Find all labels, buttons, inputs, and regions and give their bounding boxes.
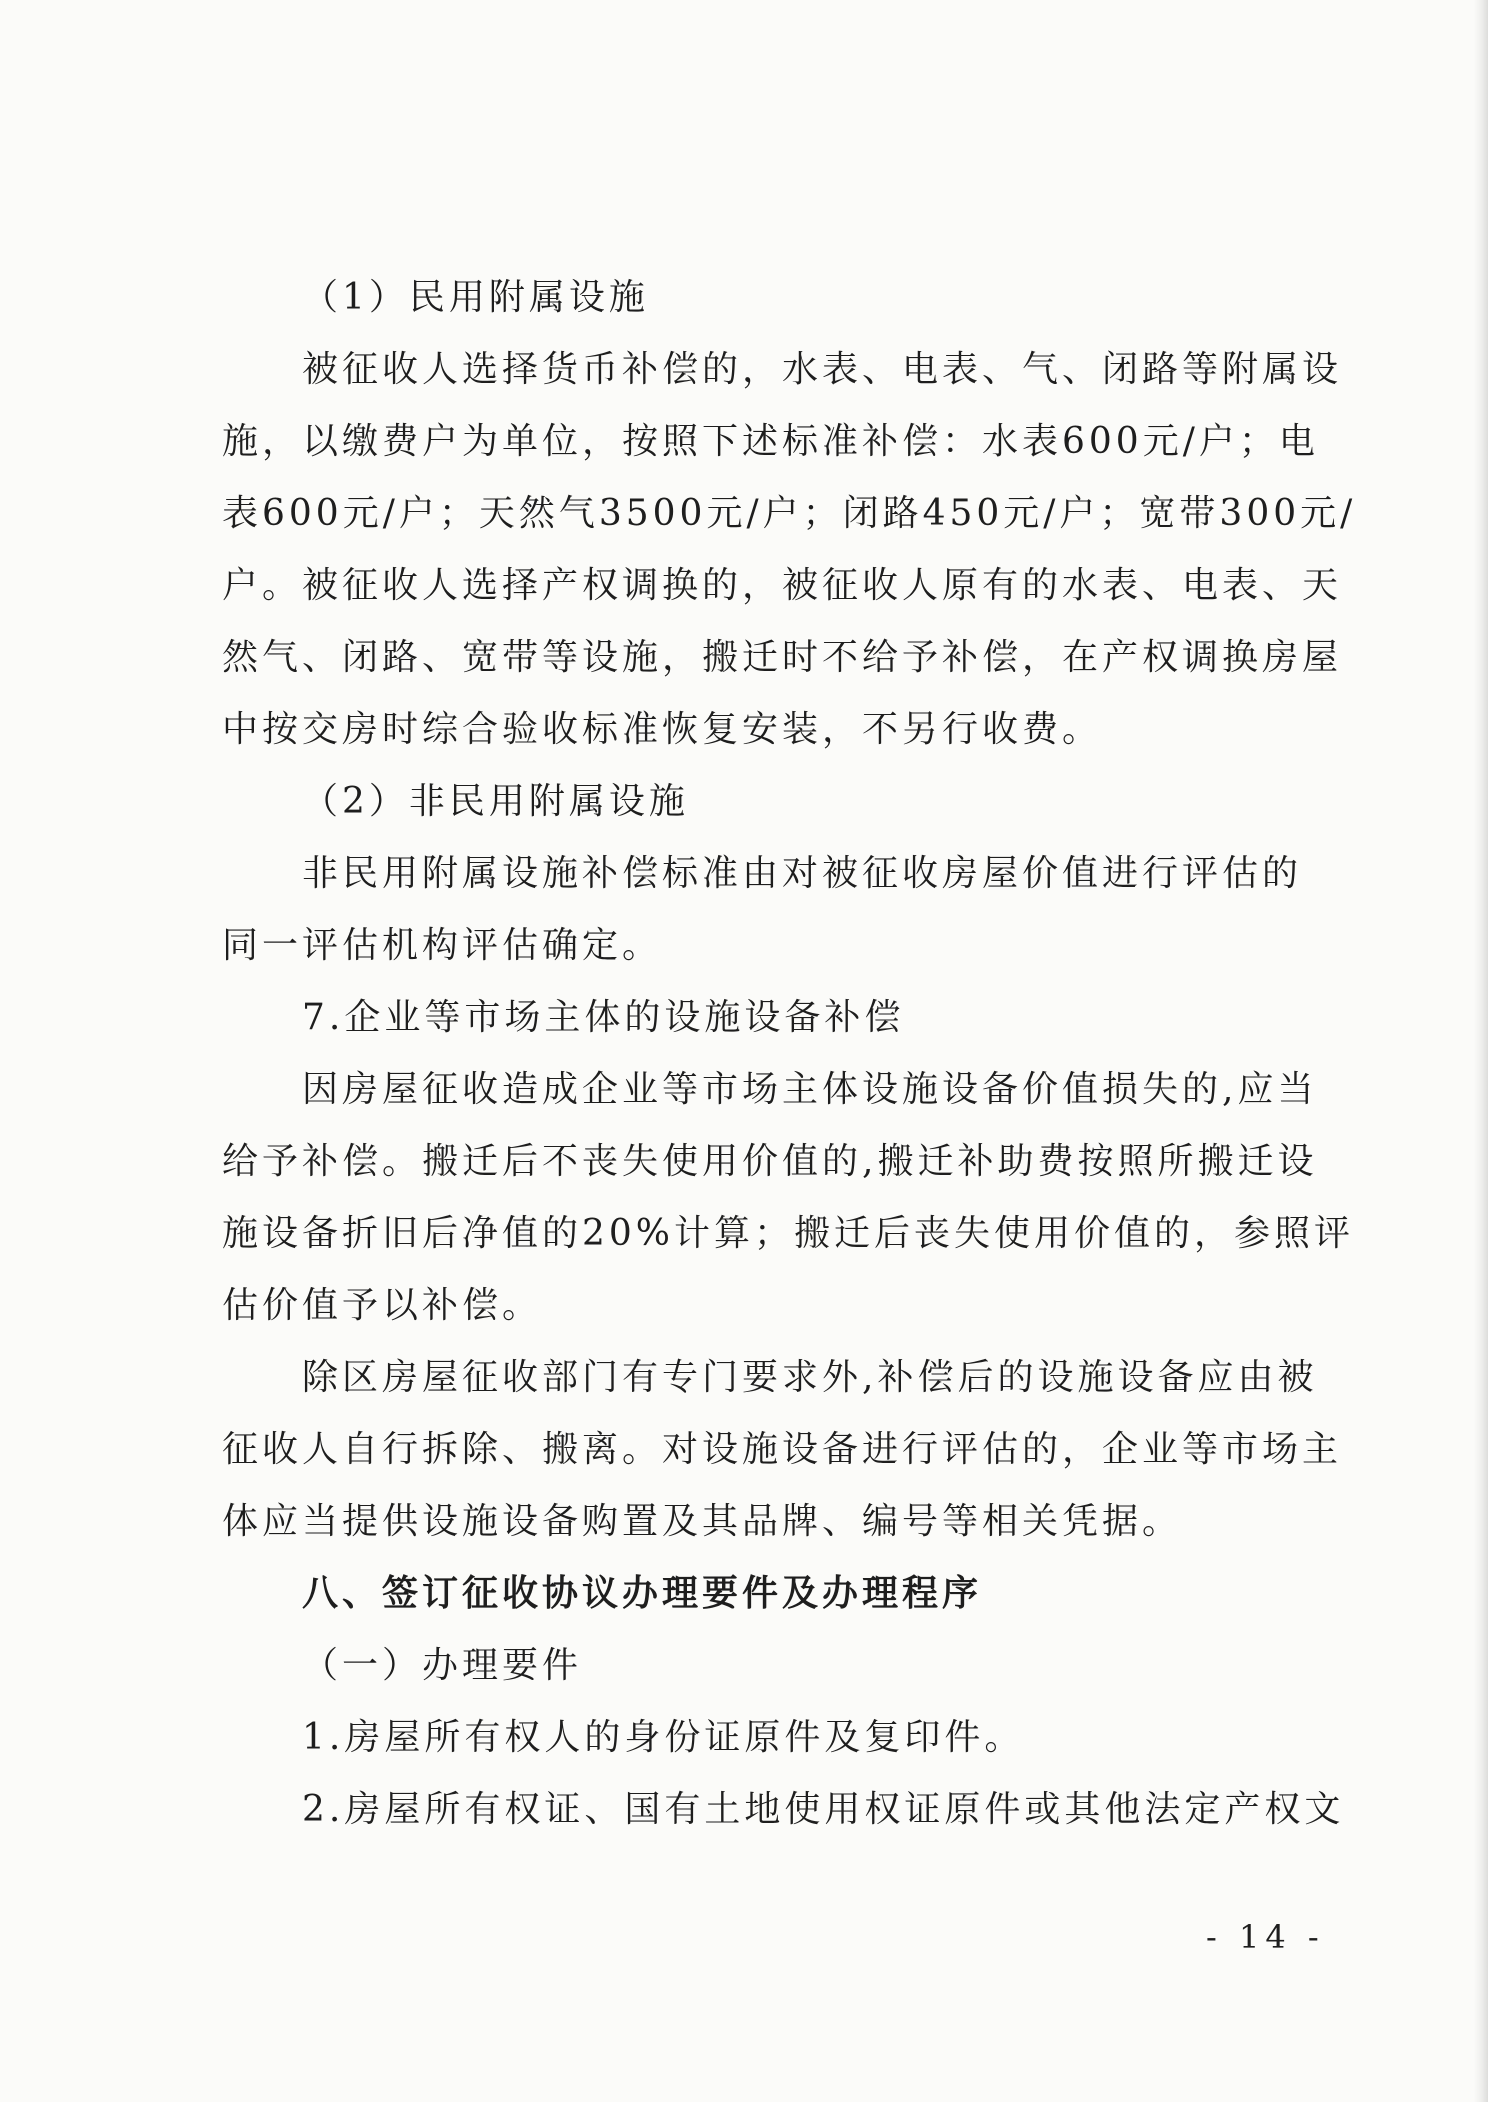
text-line: 1.房屋所有权人的身份证原件及复印件。 xyxy=(302,1717,1025,1758)
page-number: - 14 - xyxy=(1206,1918,1325,1956)
page-edge-shadow xyxy=(1474,0,1488,2102)
section-heading-agreement-procedure xyxy=(222,1558,1322,1630)
text-line: 给予补偿。搬迁后不丧失使用价值的,搬迁补助费按照所搬迁设 xyxy=(222,1141,1318,1182)
text-line: 然气、闭路、宽带等设施，搬迁时不给予补偿，在产权调换房屋 xyxy=(222,637,1343,678)
text-line: 施，以缴费户为单位，按照下述标准补偿：水表600元/户；电 xyxy=(222,421,1319,462)
text-line: 同一评估机构评估确定。 xyxy=(222,925,663,966)
text-line: 八、签订征收协议办理要件及办理程序 xyxy=(302,1573,983,1614)
text-line: 因房屋征收造成企业等市场主体设施设备价值损失的,应当 xyxy=(302,1069,1318,1110)
paragraph-equipment-removal xyxy=(222,1342,1343,1558)
paragraph-civil-facilities-compensation xyxy=(222,334,1357,766)
subheading-non-civil-facilities xyxy=(222,766,1322,838)
subheading-civil-facilities xyxy=(222,262,1322,334)
text-line: （1）民用附属设施 xyxy=(302,277,649,318)
text-line: 2.房屋所有权证、国有土地使用权证原件或其他法定产权文 xyxy=(302,1789,1345,1830)
text-line: 7.企业等市场主体的设施设备补偿 xyxy=(302,997,905,1038)
subheading-enterprise-equipment xyxy=(222,982,1322,1054)
paragraph-non-civil-facilities xyxy=(222,838,1322,982)
text-line: 被征收人选择货币补偿的，水表、电表、气、闭路等附属设 xyxy=(302,349,1343,390)
document-body xyxy=(222,262,1357,1846)
text-line: 表600元/户；天然气3500元/户；闭路450元/户；宽带300元/ xyxy=(222,493,1357,534)
text-line: 征收人自行拆除、搬离。对设施设备进行评估的，企业等市场主 xyxy=(222,1429,1343,1470)
text-line: 估价值予以补偿。 xyxy=(222,1285,543,1326)
text-line: 中按交房时综合验收标准恢复安装，不另行收费。 xyxy=(222,709,1103,750)
text-line: （一）办理要件 xyxy=(302,1645,583,1686)
text-line: 户。被征收人选择产权调换的，被征收人原有的水表、电表、天 xyxy=(222,565,1343,606)
list-item-id-card xyxy=(222,1702,1322,1774)
text-line: （2）非民用附属设施 xyxy=(302,781,689,822)
text-line: 除区房屋征收部门有专门要求外,补偿后的设施设备应由被 xyxy=(302,1357,1318,1398)
paragraph-enterprise-equipment-compensation xyxy=(222,1054,1355,1342)
list-item-property-certificate xyxy=(222,1774,1345,1846)
text-line: 施设备折旧后净值的20%计算；搬迁后丧失使用价值的，参照评 xyxy=(222,1213,1355,1254)
text-line: 非民用附属设施补偿标准由对被征收房屋价值进行评估的 xyxy=(302,853,1303,894)
text-line: 体应当提供设施设备购置及其品牌、编号等相关凭据。 xyxy=(222,1501,1183,1542)
subheading-required-documents xyxy=(222,1630,1322,1702)
